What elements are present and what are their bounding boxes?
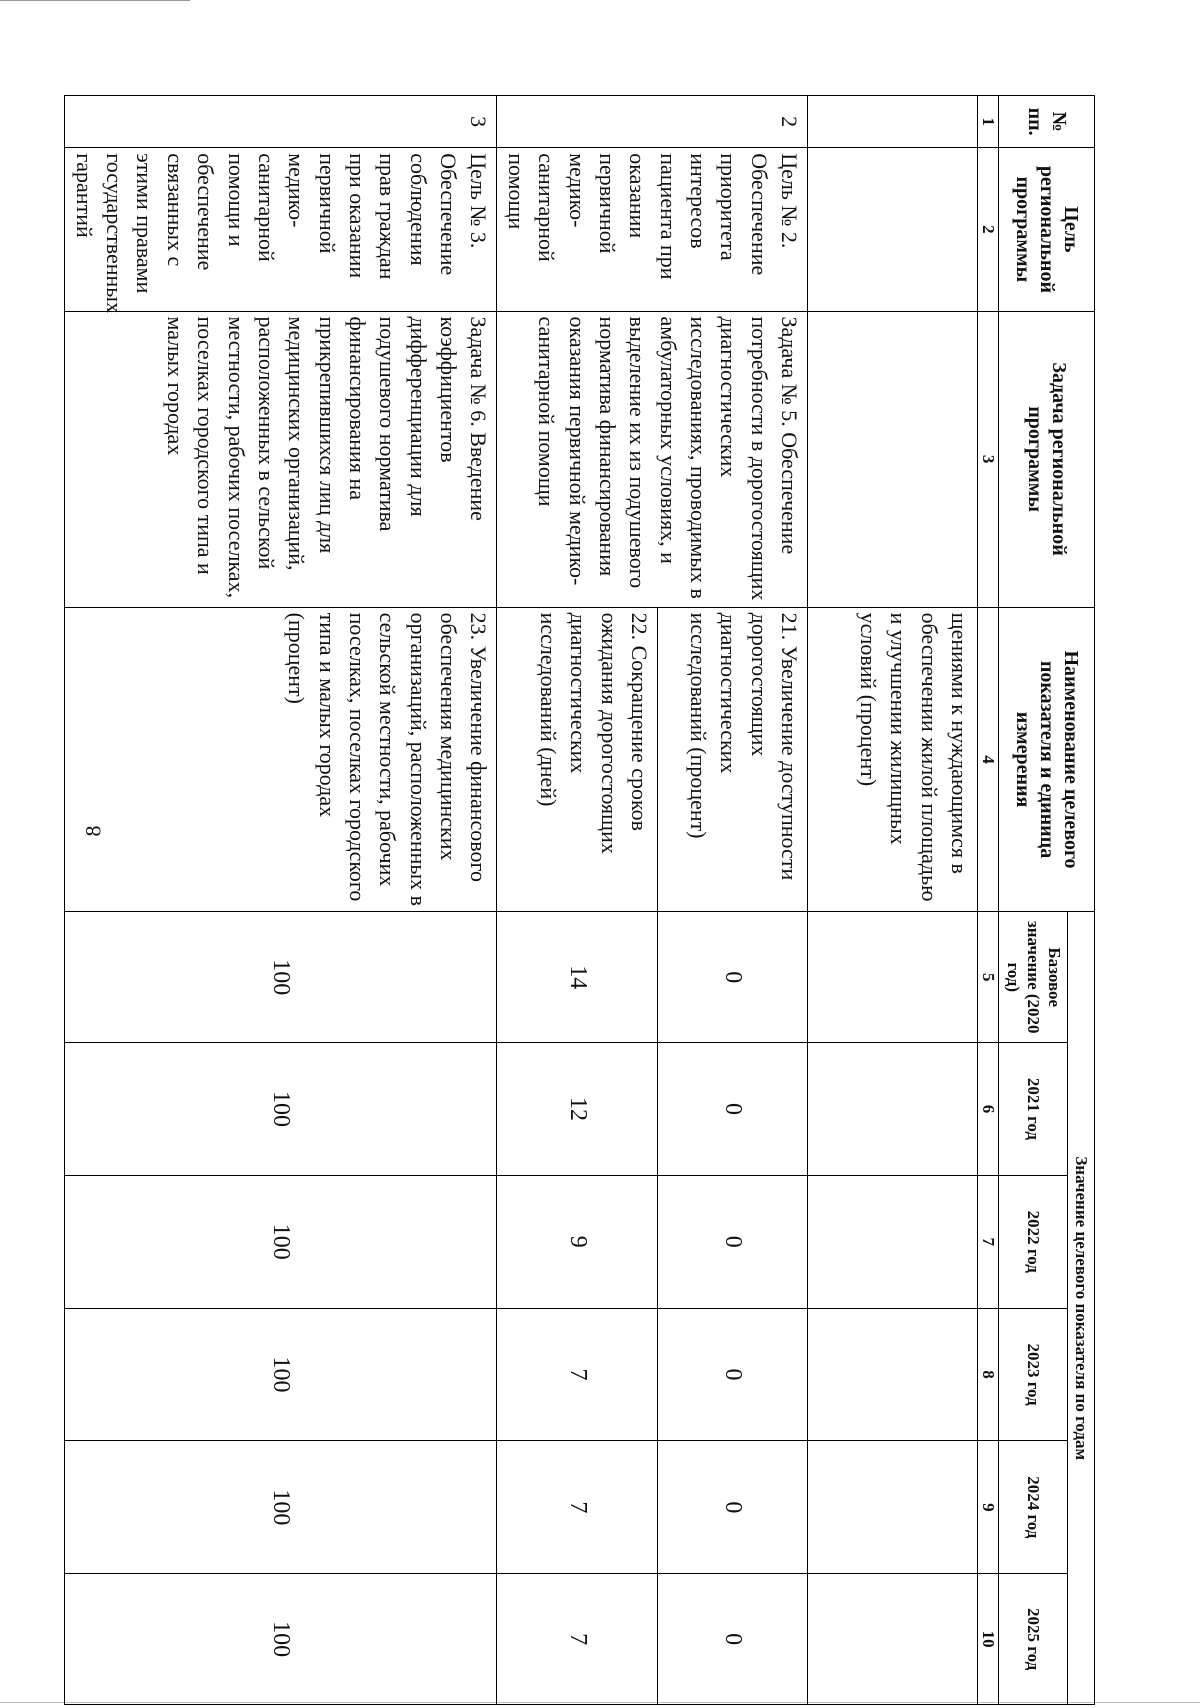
- cell-value: 7: [497, 1574, 658, 1705]
- table-row: [65, 96, 497, 1705]
- cell-value: 100: [65, 912, 497, 1043]
- header-2024: 2024 год: [999, 1441, 1067, 1574]
- cell-value: 12: [497, 1043, 658, 1176]
- header-values-group: Значение целевого показателя по годам: [1067, 912, 1094, 1705]
- header-2025: 2025 год: [999, 1574, 1067, 1705]
- cell-row-num: 2: [497, 96, 808, 148]
- col-number: 4: [978, 607, 999, 912]
- cell-empty: [808, 148, 978, 311]
- header-row-1: [1067, 96, 1094, 1705]
- cell-indicator: 21. Увеличение доступности дорогостоящих диагностических исследований (процент): [658, 607, 808, 912]
- cell-value: 100: [65, 1175, 497, 1308]
- col-number: 8: [978, 1308, 999, 1441]
- cell-goal: Цель № 2. Обеспечение приоритета интересов пациента при оказании первичной медико-санитарной помощи: [497, 148, 808, 311]
- cell-value: 0: [658, 1175, 808, 1308]
- cell-value: 0: [658, 1043, 808, 1176]
- col-number: 2: [978, 148, 999, 311]
- header-base: Базовое значение (2020 год): [999, 912, 1067, 1043]
- col-number: 9: [978, 1441, 999, 1574]
- cell-value: 100: [65, 1574, 497, 1705]
- cell-value: 14: [497, 912, 658, 1043]
- column-number-row: [978, 96, 999, 1705]
- cell-row-num: 3: [65, 96, 497, 148]
- header-goal: Цель региональной программы: [999, 148, 1095, 311]
- scan-edge-top: [0, 0, 190, 1]
- header-task: Задача региональной программы: [999, 311, 1095, 607]
- cell-value: 0: [658, 912, 808, 1043]
- page-number: 8: [80, 825, 106, 837]
- header-num: № пп.: [999, 96, 1095, 148]
- rotated-table-container: [71, 95, 1095, 1705]
- col-number: 7: [978, 1175, 999, 1308]
- cell-value: 100: [65, 1043, 497, 1176]
- cell-indicator: 23. Увеличение финансового обеспечения медицинских организаций, расположенных в сельской местности, рабочих поселках, поселках городского типа и малых городах (процент): [65, 607, 497, 912]
- cell-value: 0: [658, 1441, 808, 1574]
- cell-value: 0: [658, 1574, 808, 1705]
- indicators-table: [64, 95, 1095, 1705]
- header-2022: 2022 год: [999, 1175, 1067, 1308]
- col-number: 6: [978, 1043, 999, 1176]
- cell-task: Задача № 5. Обеспечение потребности в дорогостоящих диагностических исследованиях, проводимых в амбулаторных условиях, и выделение их из подушевого норматива финансирования оказания первичной медико-санитарной помощи: [497, 311, 808, 607]
- cell-goal: Цель № 3. Обеспечение соблюдения прав граждан при оказании первичной медико-санитарной помощи и обеспечение связанных с этими правами государственных гарантий: [65, 148, 497, 311]
- cell-task: Задача № 6. Введение коэффициентов дифференциации для подушевого норматива финансирования на прикрепившихся лиц для медицинских организаций, расположенных в сельской местности, рабочих поселках, поселках городского типа и малых городах: [65, 311, 497, 607]
- col-number: 3: [978, 311, 999, 607]
- col-number: 1: [978, 96, 999, 148]
- header-indicator: Наименование целевого показателя и единица измерения: [999, 607, 1095, 912]
- cell-value: 0: [658, 1308, 808, 1441]
- cell-empty: [808, 311, 978, 607]
- cell-empty: [808, 96, 978, 148]
- cell-value: 100: [65, 1308, 497, 1441]
- cell-indicator-continuation: щениями к нуждающимся в обеспечении жилой площадью и улучшении жилищных условий (процент): [808, 607, 978, 912]
- table-row-continuation: [808, 96, 978, 1705]
- header-2023: 2023 год: [999, 1308, 1067, 1441]
- table-row: [658, 96, 808, 1705]
- header-2021: 2021 год: [999, 1043, 1067, 1176]
- cell-indicator: 22. Сокращение сроков ожидания дорогостоящих диагностических исследований (дней): [497, 607, 658, 912]
- cell-value: 7: [497, 1308, 658, 1441]
- cell-value: 9: [497, 1175, 658, 1308]
- col-number: 10: [978, 1574, 999, 1705]
- cell-value: 100: [65, 1441, 497, 1574]
- col-number: 5: [978, 912, 999, 1043]
- cell-value: 7: [497, 1441, 658, 1574]
